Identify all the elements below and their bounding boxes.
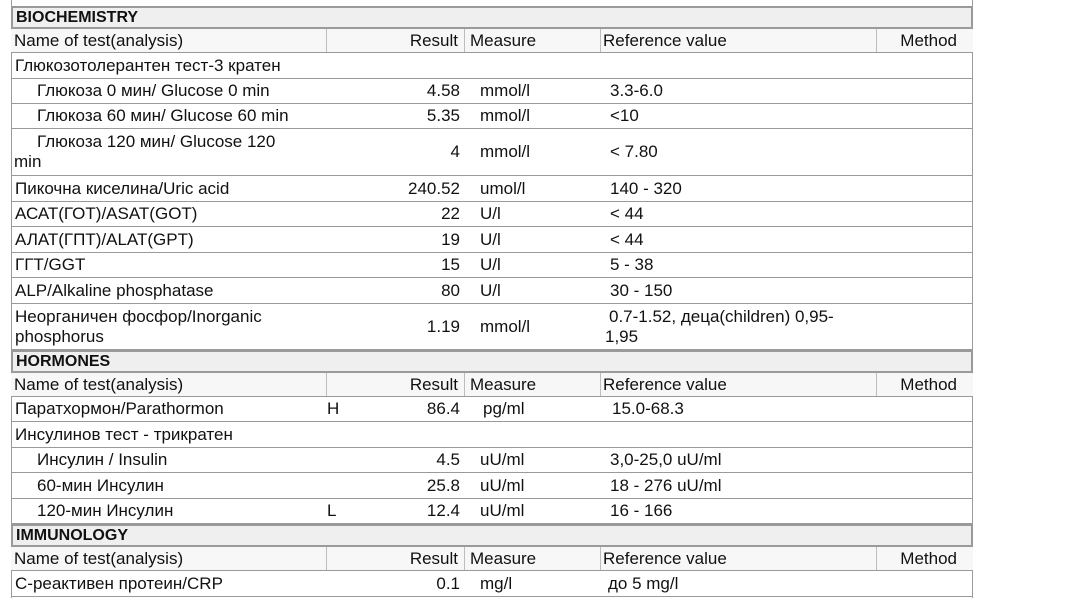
measure-unit: umol/l	[480, 178, 526, 198]
result-value: 4.5	[436, 450, 460, 469]
measure-unit: mmol/l	[480, 81, 531, 100]
group-label: Инсулинов тест - трикратен	[15, 424, 233, 444]
col-name-header	[11, 373, 327, 396]
section-title: HORMONES	[16, 352, 111, 370]
result-value: 5.35	[426, 106, 460, 125]
reference-value: < 44	[610, 204, 644, 223]
col-method-header	[877, 547, 973, 570]
table-row	[11, 304, 973, 350]
reference-value: < 44	[610, 229, 644, 249]
table-row	[11, 499, 973, 524]
result-value: 15	[441, 255, 460, 274]
col-reference-header	[601, 373, 877, 396]
col-reference-header	[601, 29, 877, 52]
column-header-row	[11, 373, 973, 397]
col-measure-header	[465, 373, 601, 396]
test-name-wrapped	[15, 304, 262, 349]
reference-value-wrapped	[605, 304, 834, 349]
col-name-label: Name of test(analysis)	[14, 374, 184, 394]
table-row	[11, 448, 973, 473]
col-method-header	[877, 373, 973, 396]
column-header-row	[11, 547, 973, 571]
test-name: Глюкоза 0 мин/ Glucose 0 min	[37, 81, 270, 100]
table-row	[11, 253, 973, 278]
col-measure-label: Measure	[470, 548, 537, 568]
result-value: 22	[441, 204, 460, 223]
col-method-label: Method	[900, 548, 957, 568]
section-title: IMMUNOLOGY	[16, 526, 128, 544]
result-value: 4.58	[426, 81, 460, 100]
measure-unit: mmol/l	[480, 106, 531, 125]
measure-unit: uU/ml	[480, 501, 525, 520]
col-method-label: Method	[900, 30, 957, 50]
col-name-label: Name of test(analysis)	[14, 30, 184, 50]
test-name: Паратхормон/Parathormon	[15, 399, 224, 418]
table-row	[11, 176, 973, 202]
test-name: 60-мин Инсулин	[37, 475, 164, 495]
col-result-label: Result	[409, 548, 458, 568]
col-measure-header	[465, 547, 601, 570]
result-value: 0.1	[436, 573, 460, 593]
col-reference-label: Reference value	[603, 30, 727, 50]
col-measure-label: Measure	[470, 374, 537, 394]
measure-unit: pg/ml	[483, 399, 525, 418]
reference-value: 18 - 276 uU/ml	[610, 475, 722, 495]
reference-value: 3.3-6.0	[610, 81, 663, 100]
col-result-header	[327, 547, 465, 570]
result-value: 25.8	[426, 475, 460, 495]
reference-value: 30 - 150	[610, 280, 673, 300]
col-method-header	[877, 29, 973, 52]
group-label-row	[11, 53, 973, 79]
measure-unit: mmol/l	[480, 316, 531, 336]
test-name: Инсулин / Insulin	[37, 450, 168, 469]
col-result-header	[327, 373, 465, 396]
column-header-row	[11, 29, 973, 53]
reference-value: 16 - 166	[610, 501, 673, 520]
table-row	[11, 79, 973, 104]
result-flag: L	[327, 501, 337, 520]
col-measure-label: Measure	[470, 30, 537, 50]
test-name-continued: phosphorus	[15, 326, 104, 346]
test-name: Глюкоза 120 мин/ Glucose 120	[37, 132, 276, 151]
result-value: 86.4	[426, 399, 460, 418]
test-name: ГГТ/GGT	[15, 255, 86, 274]
test-name: ALP/Alkaline phosphatase	[15, 280, 214, 300]
result-value: 19	[441, 229, 460, 249]
col-name-header	[11, 547, 327, 570]
col-result-label: Result	[409, 374, 458, 394]
test-name-continued: min	[14, 152, 42, 171]
measure-unit: U/l	[480, 204, 501, 223]
reference-value: 0.7-1.52, деца(children) 0,95-	[609, 306, 834, 326]
table-row	[11, 129, 973, 176]
reference-value: 140 - 320	[610, 178, 682, 198]
result-value: 240.52	[408, 178, 460, 198]
col-method-label: Method	[900, 374, 957, 394]
col-result-header	[327, 29, 465, 52]
measure-unit: uU/ml	[480, 475, 525, 495]
col-measure-header	[465, 29, 601, 52]
section-header-immunology	[11, 524, 973, 547]
result-flag: H	[327, 399, 340, 418]
col-reference-header	[601, 547, 877, 570]
measure-unit: U/l	[480, 280, 501, 300]
test-name: 120-мин Инсулин	[37, 501, 174, 520]
section-title: BIOCHEMISTRY	[16, 8, 139, 26]
result-value: 12.4	[426, 501, 460, 520]
reference-value: <10	[610, 106, 639, 125]
table-row	[11, 278, 973, 304]
group-label-row	[11, 422, 973, 448]
test-name: АСАТ(ГОТ)/ASAT(GOT)	[15, 204, 198, 223]
reference-value: 15.0-68.3	[612, 399, 684, 418]
test-name: Глюкоза 60 мин/ Glucose 60 min	[37, 106, 289, 125]
measure-unit: uU/ml	[480, 450, 525, 469]
test-name: Неорганичен фосфор/Inorganic	[15, 306, 262, 326]
col-name-label: Name of test(analysis)	[14, 548, 184, 568]
table-row	[11, 202, 973, 227]
col-reference-label: Reference value	[603, 548, 727, 568]
col-name-header	[11, 29, 327, 52]
reference-value: < 7.80	[610, 142, 658, 161]
test-name-wrapped	[14, 129, 275, 175]
table-row	[11, 571, 973, 597]
table-row	[11, 397, 973, 422]
measure-unit: U/l	[480, 255, 501, 274]
measure-unit: mg/l	[480, 573, 513, 593]
result-value: 80	[441, 280, 460, 300]
section-header-hormones	[11, 350, 973, 373]
reference-value: 3,0-25,0 uU/ml	[610, 450, 722, 469]
reference-value: 5 - 38	[610, 255, 654, 274]
table-row	[11, 227, 973, 253]
measure-unit: mmol/l	[480, 142, 531, 161]
lab-results-table	[11, 0, 973, 597]
test-name: С-реактивен протеин/CRP	[15, 573, 223, 593]
table-row	[11, 104, 973, 129]
table-row	[11, 473, 973, 499]
col-reference-label: Reference value	[603, 374, 727, 394]
result-value: 1.19	[426, 316, 460, 336]
reference-value-continued: 1,95	[605, 326, 639, 346]
col-result-label: Result	[409, 30, 458, 50]
reference-value: до 5 mg/l	[608, 573, 679, 593]
group-label: Глюкозотолерантен тест-3 кратен	[15, 55, 281, 75]
test-name: АЛАТ(ГПТ)/ALAT(GPT)	[15, 229, 194, 249]
result-value: 4	[450, 142, 460, 161]
test-name: Пикочна киселина/Uric acid	[15, 178, 230, 198]
measure-unit: U/l	[480, 229, 501, 249]
section-header-biochemistry	[11, 6, 973, 29]
